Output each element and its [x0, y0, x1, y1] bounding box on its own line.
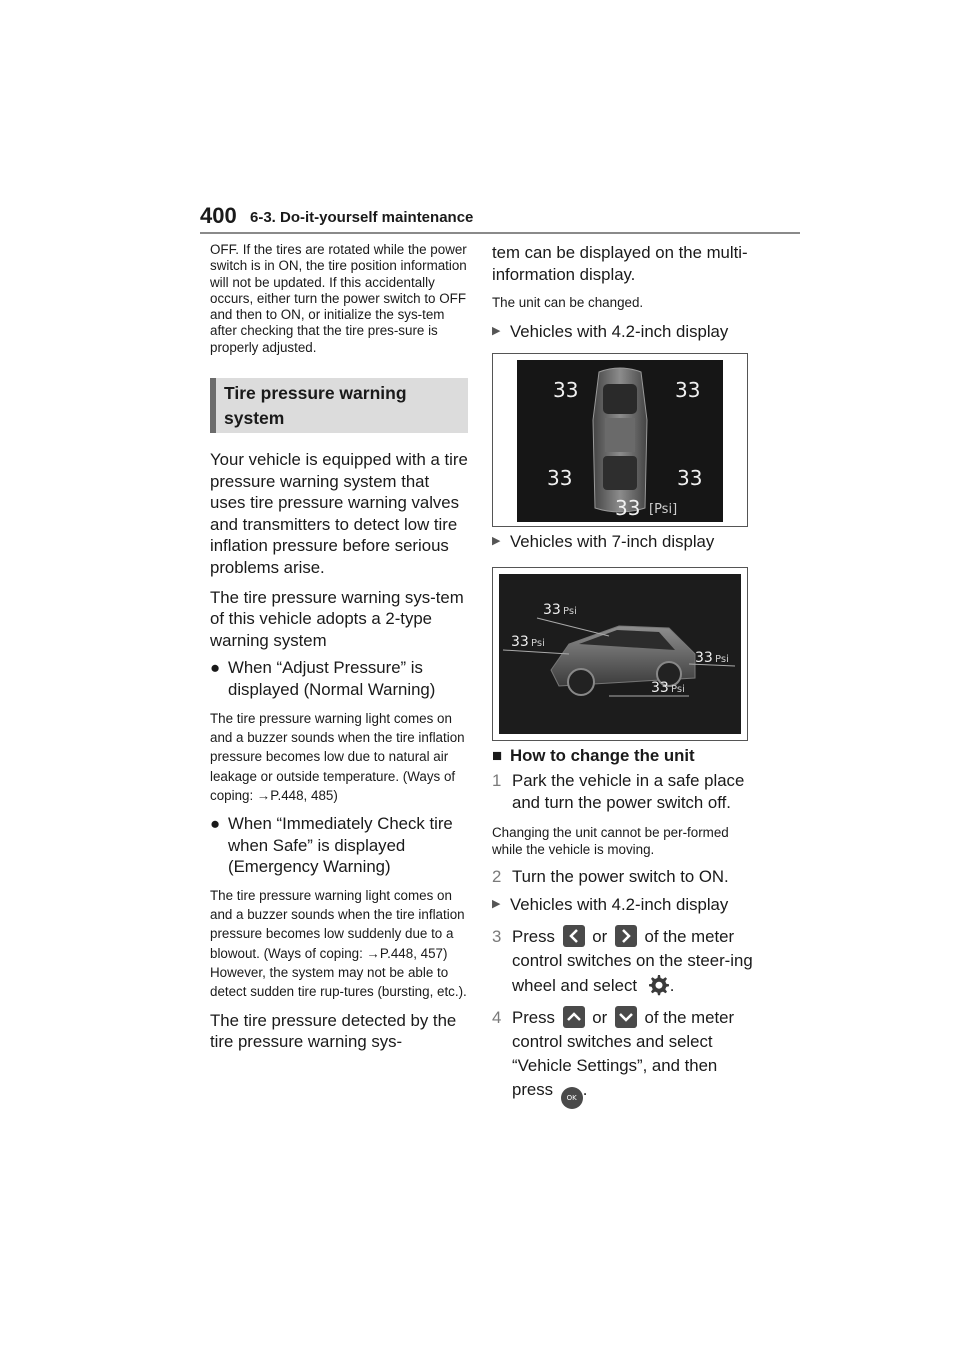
note-emergency-warning: The tire pressure warning light comes on and a buzzer sounds when the tire inflation pressure becomes low suddenly due to a blowout. (Ways of coping: →P.448, 457) However, the system may not be able to detect sudden tire rup-tures (bursting, etc.). [210, 887, 467, 1000]
tire-left-value: 33 [511, 633, 529, 650]
step-1: 1 Park the vehicle in a safe place and turn the power switch off. [492, 771, 745, 812]
paragraph-1: Your vehicle is equipped with a tire pressure warning system that uses tire pressure warning valves and transmitters to detect low tire inflation pressure before serious problems arise. [210, 450, 468, 578]
label-4-2-inch-b: ▶ Vehicles with 4.2-inch display [492, 894, 729, 914]
tire-rear-right-value: 33 [677, 466, 703, 491]
chevron-up-icon [563, 1006, 585, 1028]
bullet-emergency-warning [210, 813, 468, 878]
spare-tire-value: 33 [615, 496, 641, 521]
figure-7-inch-display [492, 567, 748, 741]
note-unit-change: The unit can be changed. [492, 295, 644, 311]
triangle-bullet-icon: ▶ [492, 535, 501, 548]
unit-label: Psi [671, 683, 685, 695]
paragraph-continued: tem can be displayed on the multi-information display. [492, 243, 748, 284]
bullet-dot-icon: ● [210, 814, 221, 834]
triangle-bullet-icon: ▶ [492, 897, 501, 910]
left-column [210, 242, 468, 1053]
tire-top-value: 33 [543, 601, 561, 618]
bullet-dot-icon: ● [210, 658, 221, 678]
note-normal-warning: The tire pressure warning light comes on and a buzzer sounds when the tire inflation pressure becomes low due to natural air leakage or outside temperature. (Ways of coping: →P.448, 485) [210, 710, 465, 803]
chevron-right-icon [615, 925, 637, 947]
tire-bottom-value: 33 [651, 679, 669, 696]
intro-text: OFF. If the tires are rotated while the power switch is in ON, the tire position information will not be updated. If this accidentally occurs, either turn the power switch to OFF and then to ON, or initialize the sys-tem after checking that the tire pres-sure is properly adjusted. [210, 242, 467, 355]
page-number: 400 [200, 203, 237, 228]
chevron-down-icon [615, 1006, 637, 1028]
display-screen [517, 360, 723, 522]
step-4: 4 Press or of the meter control switches and select “Vehicle Settings”, and then press OK . [492, 1006, 757, 1109]
step-2: 2 Turn the power switch to ON. [492, 867, 729, 887]
right-column [492, 242, 757, 1109]
tire-right-value: 33 [695, 649, 713, 666]
section-title: 6-3. Do-it-yourself maintenance [250, 209, 474, 226]
tire-front-right-value: 33 [675, 378, 701, 403]
unit-label: [Psi] [649, 502, 678, 518]
heading-line-1: Tire pressure warning [224, 383, 407, 404]
ok-button-icon: OK [561, 1087, 583, 1109]
triangle-bullet-icon: ▶ [492, 325, 501, 338]
paragraph-2: The tire pressure warning sys-tem of this vehicle adopts a 2-type warning system [210, 587, 464, 650]
how-to-heading: ■ How to change the unit [492, 745, 695, 765]
header-rule [200, 232, 800, 234]
step-3: 3 Press or of the meter control switches on the steer-ing wheel and select . [492, 927, 753, 996]
display-screen [499, 574, 741, 734]
tire-rear-left-value: 33 [547, 466, 573, 491]
bullet-text: When “Immediately Check tire when Safe” is displayed (Emergency Warning) [228, 814, 453, 877]
tire-front-left-value: 33 [553, 378, 579, 403]
note-step: Changing the unit cannot be per-formed while the vehicle is moving. [492, 825, 729, 857]
chevron-left-icon [563, 925, 585, 947]
bullet-normal-warning [210, 657, 468, 700]
paragraph-3: The tire pressure detected by the tire pressure warning sys- [210, 1010, 457, 1052]
unit-label: Psi [531, 637, 545, 649]
unit-label: Psi [563, 605, 577, 617]
page-header [200, 203, 800, 235]
unit-label: Psi [715, 653, 729, 665]
bullet-text: When “Adjust Pressure” is displayed (Normal Warning) [228, 658, 436, 700]
label-7-inch: ▶ Vehicles with 7-inch display [492, 532, 715, 552]
square-bullet-icon: ■ [492, 745, 503, 765]
label-4-2-inch: ▶ Vehicles with 4.2-inch display [492, 322, 729, 342]
gear-icon [646, 973, 670, 997]
heading-line-2: system [224, 407, 285, 428]
figure-4-2-inch-display [492, 353, 748, 527]
section-heading [210, 378, 468, 433]
